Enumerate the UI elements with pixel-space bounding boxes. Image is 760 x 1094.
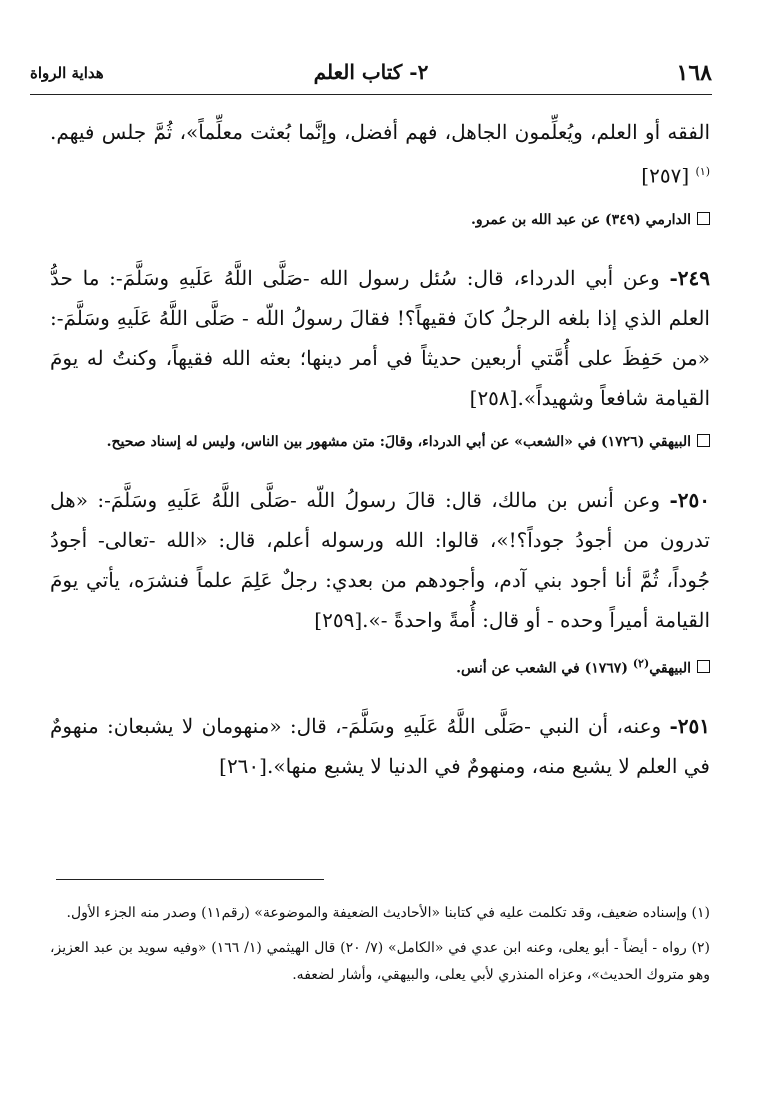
footnote-marker: (٢) (632, 656, 650, 670)
footnote-marker: (١) (695, 165, 710, 178)
page-header (30, 58, 712, 94)
hadith-number: ٢٥٠- (669, 487, 711, 512)
footnote-divider (56, 879, 324, 880)
source-text: الدارمي (٣٤٩) عن عبد الله بن عمرو. (471, 211, 691, 228)
chapter-title: ٢- كتاب العلم (313, 60, 429, 84)
hadith-number: ٢٤٩- (669, 265, 710, 290)
footnote-1: (١) وإسناده ضعيف، وقد تكلمت عليه في كتابنا «الأحاديث الضعيفة والموضوعة» (رقم١١) وصدر منه الجزء الأول. (66, 905, 710, 921)
paragraph-text: الفقه أو العلم، ويُعلِّمون الجاهل، فهم أفضل، وإنَّما بُعثت معلِّماً»، ثُمَّ جلس فيهم. (50, 120, 710, 144)
book-title: هداية الرواة (30, 64, 104, 82)
main-text (50, 112, 710, 786)
hadith-text: وعنه، أن النبي -صَلَّى اللَّهُ عَلَيهِ وسَلَّمَ-، قال: «منهومان لا يشبعان: منهومٌ في العلم لا يشبع منه، ومنهومٌ في الدنيا لا يشبع منها».[٢٦٠] (50, 714, 710, 779)
footnotes (50, 900, 710, 997)
hadith-text: وعن أبي الدرداء، قال: سُئل رسول الله -صَلَّى اللَّهُ عَلَيهِ وسَلَّمَ-: ما حدُّ العلم الذي إذا بلغه الرجلُ كانَ فقيهاً؟! فقالَ رسولُ اللّه - صَلَّى اللَّهُ عَلَيهِ وسَلَّمَ-: «من حَفِظَ على أُمَّتي أربعين حديثاً في أمر دينها؛ بعثه الله فقيهاً، وكنتُ له يومَ القيامة شافعاً وشهيداً».[٢٥٨] (50, 265, 710, 410)
hadith-number: ٢٥١- (669, 714, 711, 739)
source-reference (50, 428, 710, 456)
hadith-249 (50, 258, 710, 418)
paragraph-continued (50, 112, 710, 196)
source-name: البيهقي (649, 660, 691, 677)
page-number: ١٦٨ (676, 60, 712, 86)
hadith-text: وعن أنس بن مالك، قال: قالَ رسولُ اللّه -صَلَّى اللَّهُ عَلَيهِ وسَلَّمَ-: «هل تدرون من أجودُ جوداً؟!»، قالوا: الله ورسوله أعلم، قال: «الله -تعالى- أجودُ جُوداً، ثُمَّ أنا أجود بني آدم، وأجودهم من بعدي: رجلٌ عَلِمَ علماً فنشرَه، يأتي يومَ القيامة أميراً وحده - أو قال: أُمةً واحدةً -».[٢٥٩] (50, 487, 710, 632)
square-bullet-icon (697, 212, 710, 225)
header-divider (30, 94, 712, 95)
source-text: البيهقي (١٧٢٦) في «الشعب» عن أبي الدرداء، وقالَ: متن مشهور بين الناس، وليس له إسناد صحيح. (106, 433, 691, 450)
footnote-2: (٢) رواه - أيضاً - أبو يعلى، وعنه ابن عدي في «الكامل» (٧/ ٢٠) قال الهيثمي (١/ ١٦٦) «وفيه سويد بن عبد العزيز، وهو متروك الحديث»، وعزاه المنذري لأبي يعلى، والبيهقي، وأشار لضعفه. (50, 940, 710, 983)
square-bullet-icon (697, 660, 710, 673)
square-bullet-icon (697, 434, 710, 447)
source-text: (١٧٦٧) في الشعب عن أنس. (456, 660, 628, 677)
source-reference (50, 650, 710, 683)
hadith-ref: [٢٥٧] (641, 163, 690, 188)
hadith-251 (50, 706, 710, 786)
source-reference (50, 206, 710, 234)
hadith-250 (50, 480, 710, 640)
